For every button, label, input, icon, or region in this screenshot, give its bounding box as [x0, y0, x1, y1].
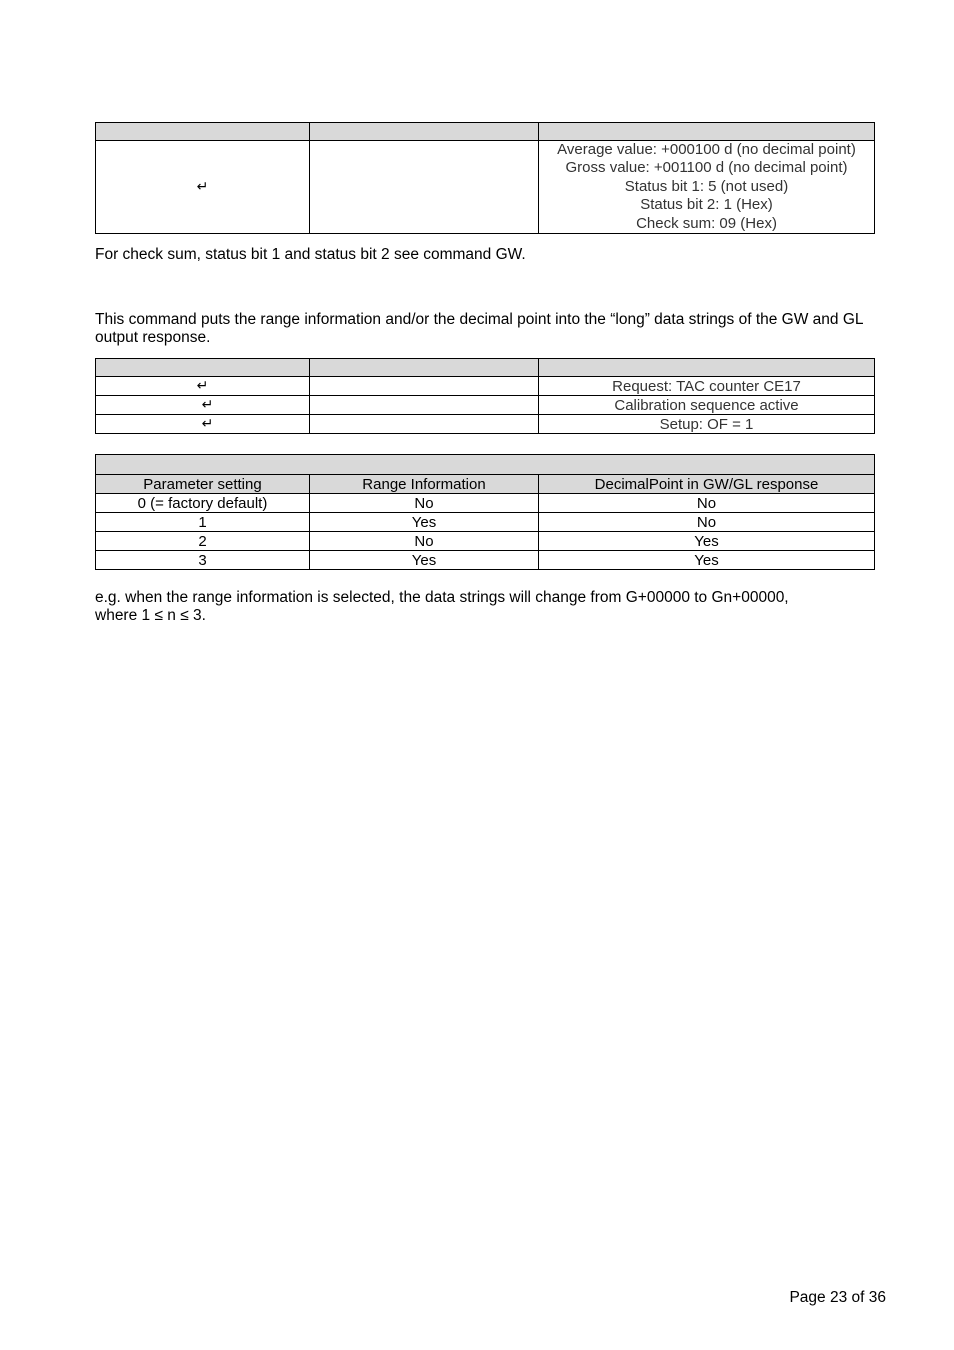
status-bit-2-line: Status bit 2: 1 (Hex): [640, 196, 773, 214]
table-row: 0 (= factory default) No No: [96, 494, 875, 513]
column-range-information: Range Information: [310, 475, 539, 494]
header-cell-3: [539, 123, 875, 141]
header-cell-2: [310, 123, 539, 141]
parameter-table-title: [96, 455, 875, 475]
command-description: This command puts the range information and/or the decimal point into the “long” data strings of the GW and GL output response.: [95, 311, 863, 346]
parameter-table: [95, 454, 875, 570]
enter-key-icon: ↵: [201, 397, 214, 413]
command-cell: [96, 141, 310, 234]
column-decimal-point: DecimalPoint in GW/GL response: [539, 475, 875, 494]
enter-key-icon: ↵: [196, 378, 209, 394]
column-parameter-setting: Parameter setting: [96, 475, 310, 494]
table-row: 1 Yes No: [96, 513, 875, 532]
average-value-line: Average value: +000100 d (no decimal point): [557, 141, 856, 158]
response-description: Setup: OF = 1: [539, 415, 875, 434]
response-table: [95, 122, 875, 234]
command-table-header: [96, 359, 875, 377]
header-cell-1: [96, 123, 310, 141]
response-description: Calibration sequence active: [539, 396, 875, 415]
range-info-note-line-1: e.g. when the range information is selected, the data strings will change from G+00000 to Gn+00000,: [95, 589, 789, 606]
status-bit-1-line: Status bit 1: 5 (not used): [624, 177, 789, 195]
gross-value-line: Gross value: +001100 d (no decimal point): [565, 159, 848, 177]
description-cell: [539, 141, 875, 234]
range-info-note-line-2: where 1 ≤ n ≤ 3.: [95, 607, 206, 624]
enter-key-icon: ↵: [196, 179, 209, 196]
table-row: [96, 415, 875, 434]
table-row: 3 Yes Yes: [96, 551, 875, 570]
parameter-table-columns: [96, 475, 875, 494]
response-table-header: [96, 123, 875, 141]
table-row: 2 No Yes: [96, 532, 875, 551]
table-row: [96, 141, 875, 234]
table-row: [96, 377, 875, 396]
command-table: [95, 358, 875, 434]
response-description: Request: TAC counter CE17: [539, 377, 875, 396]
page-number: Page 23 of 36: [789, 1289, 886, 1306]
table-row: [96, 396, 875, 415]
response-cell: [310, 141, 539, 234]
range-info-note: [95, 589, 885, 625]
check-sum-line: Check sum: 09 (Hex): [636, 214, 777, 232]
enter-key-icon: ↵: [201, 416, 214, 432]
checksum-note: For check sum, status bit 1 and status bit 2 see command GW.: [95, 246, 526, 263]
